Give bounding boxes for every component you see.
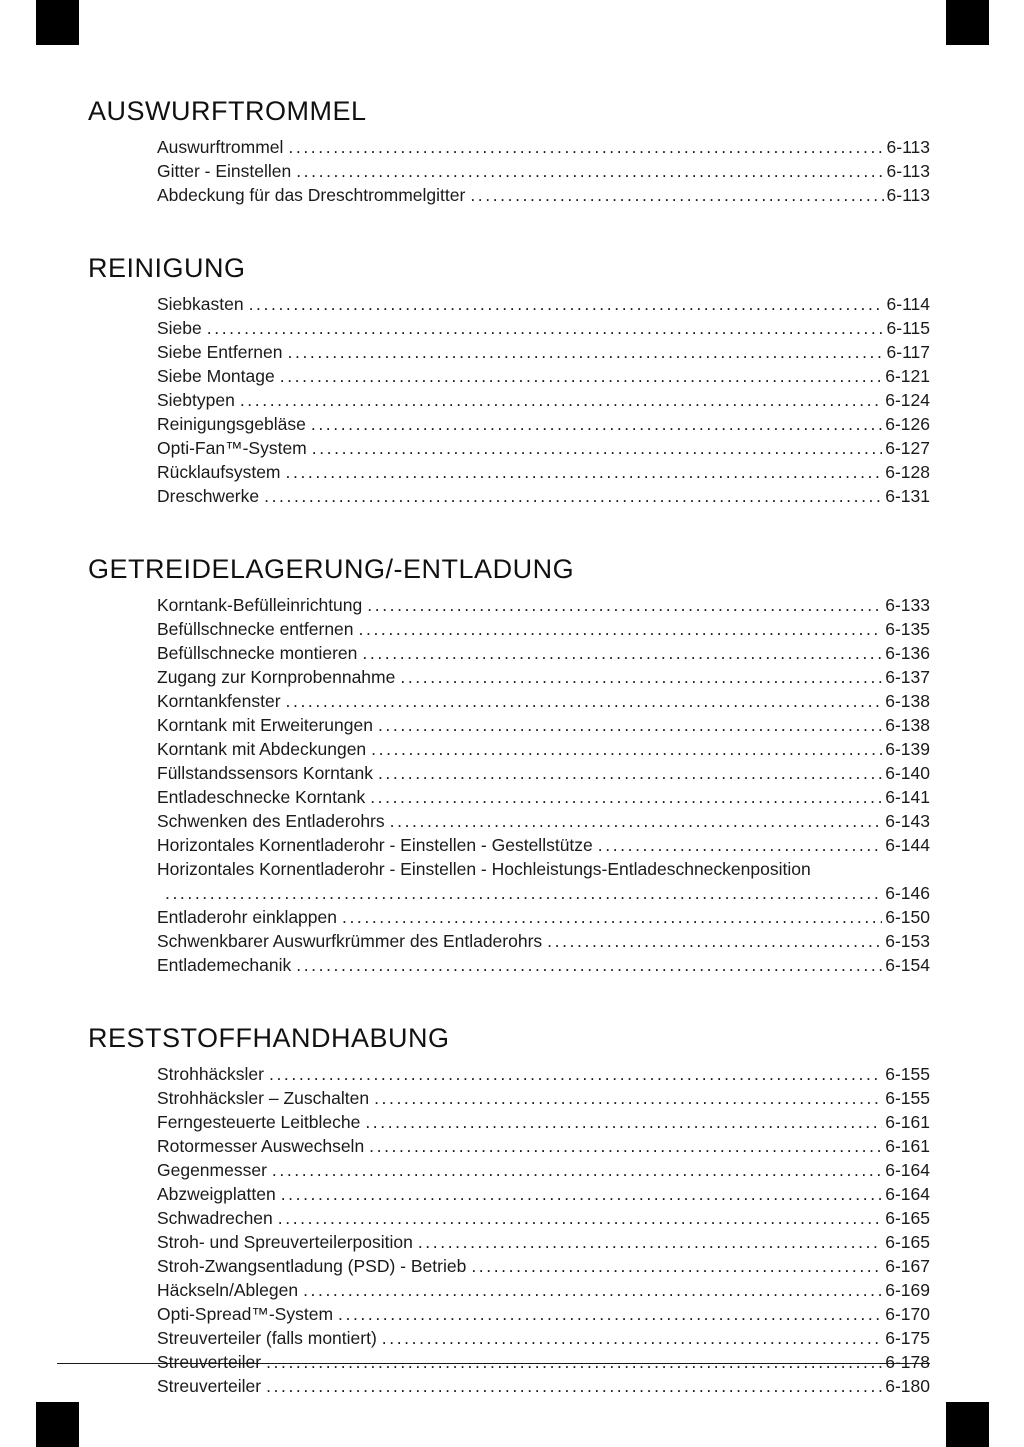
toc-entry	[157, 713, 930, 737]
entry-page-number: 6-127	[885, 438, 930, 458]
entry-label: Strohhäcksler	[157, 1064, 264, 1084]
dot-leader	[207, 316, 884, 340]
toc-entry	[157, 292, 930, 316]
entry-page-number: 6-113	[886, 137, 930, 157]
toc-entry	[157, 1206, 930, 1230]
entry-list	[88, 593, 930, 977]
dot-leader	[303, 1278, 882, 1302]
toc-section	[88, 96, 930, 207]
entry-label: Dreschwerke	[157, 486, 260, 506]
dot-leader	[598, 833, 882, 857]
entry-page-number: 6-138	[885, 691, 930, 711]
toc-entry	[157, 929, 930, 953]
dot-leader	[374, 1086, 882, 1110]
toc-entry	[157, 1158, 930, 1182]
toc-entry	[157, 857, 930, 881]
entry-page-number: 6-131	[885, 486, 930, 506]
dot-leader	[249, 292, 884, 316]
entry-label: Siebe Entfernen	[157, 342, 283, 362]
entry-page-number: 6-139	[885, 739, 930, 759]
toc-entry	[157, 1134, 930, 1158]
toc-entry	[157, 159, 930, 183]
entry-label: Befüllschnecke montieren	[157, 643, 358, 663]
toc-section	[88, 1023, 930, 1398]
toc-entry	[157, 1302, 930, 1326]
toc-entry	[157, 833, 930, 857]
entry-page-number: 6-161	[885, 1136, 930, 1156]
entry-list	[88, 292, 930, 508]
dot-leader	[471, 1254, 882, 1278]
dot-leader	[338, 1302, 882, 1326]
entry-label: Befüllschnecke entfernen	[157, 619, 354, 639]
entry-list	[88, 135, 930, 207]
entry-label: Rücklaufsystem	[157, 462, 281, 482]
entry-label: Korntankfenster	[157, 691, 281, 711]
entry-page-number: 6-137	[885, 667, 930, 687]
toc-entry	[157, 436, 930, 460]
entry-label: Korntank-Befülleinrichtung	[157, 595, 363, 615]
dot-leader	[266, 1350, 882, 1374]
toc-entry	[157, 316, 930, 340]
entry-label: Stroh- und Spreuverteilerposition	[157, 1232, 413, 1252]
toc-entry	[157, 412, 930, 436]
dot-leader	[296, 953, 882, 977]
entry-label: Häckseln/Ablegen	[157, 1280, 299, 1300]
entry-page-number: 6-167	[885, 1256, 930, 1276]
entry-page-number: 6-114	[886, 294, 930, 314]
dot-leader	[359, 617, 883, 641]
entry-label: Streuverteiler	[157, 1376, 262, 1396]
dot-leader	[264, 484, 882, 508]
binding-mark-top-left	[36, 0, 79, 45]
entry-list	[88, 1062, 930, 1398]
dot-leader	[266, 1374, 882, 1398]
dot-leader	[342, 905, 882, 929]
entry-label: Streuverteiler (falls montiert)	[157, 1328, 377, 1348]
entry-page-number: 6-121	[885, 366, 930, 386]
entry-page-number: 6-164	[885, 1184, 930, 1204]
toc	[88, 96, 930, 1444]
toc-entry	[157, 135, 930, 159]
section-title: REINIGUNG	[88, 253, 246, 283]
toc-entry	[157, 1230, 930, 1254]
toc-entry	[157, 761, 930, 785]
toc-section	[88, 554, 930, 977]
entry-label: Reinigungsgebläse	[157, 414, 306, 434]
dot-leader	[390, 809, 883, 833]
entry-label: Korntank mit Erweiterungen	[157, 715, 373, 735]
entry-page-number: 6-113	[886, 161, 930, 181]
entry-label: Siebkasten	[157, 294, 244, 314]
toc-entry	[157, 1326, 930, 1350]
entry-page-number: 6-146	[885, 883, 930, 903]
entry-label: Streuverteiler	[157, 1352, 262, 1372]
entry-label: Siebe Montage	[157, 366, 275, 386]
toc-entry	[157, 1374, 930, 1398]
dot-leader	[286, 460, 883, 484]
entry-label: Abdeckung für das Dreschtrommelgitter	[157, 185, 466, 205]
dot-leader	[371, 737, 882, 761]
dot-leader	[370, 785, 882, 809]
entry-label: Strohhäcksler – Zuschalten	[157, 1088, 370, 1108]
entry-page-number: 6-178	[885, 1352, 930, 1372]
entry-label: Schwenkbarer Auswurfkrümmer des Entladerohrs	[157, 931, 543, 951]
toc-entry	[157, 953, 930, 977]
dot-leader	[288, 340, 884, 364]
toc-entry	[157, 364, 930, 388]
dot-leader	[272, 1158, 882, 1182]
binding-mark-bottom-right	[946, 1402, 989, 1447]
entry-label: Siebe	[157, 318, 202, 338]
section-title: AUSWURFTROMMEL	[88, 96, 367, 126]
dot-leader	[367, 593, 882, 617]
entry-page-number: 6-155	[885, 1064, 930, 1084]
toc-entry	[157, 785, 930, 809]
entry-page-number: 6-117	[886, 342, 930, 362]
entry-page-number: 6-144	[885, 835, 930, 855]
dot-leader	[269, 1062, 882, 1086]
dot-leader	[281, 1182, 883, 1206]
dot-leader	[240, 388, 882, 412]
entry-page-number: 6-175	[885, 1328, 930, 1348]
binding-mark-bottom-left	[36, 1402, 79, 1447]
entry-label: Stroh-Zwangsentladung (PSD) - Betrieb	[157, 1256, 467, 1276]
entry-page-number: 6-124	[885, 390, 930, 410]
dot-leader	[296, 159, 883, 183]
toc-entry	[157, 665, 930, 689]
entry-label: Entladerohr einklappen	[157, 907, 337, 927]
entry-page-number: 6-155	[885, 1088, 930, 1108]
dot-leader	[400, 665, 882, 689]
entry-label: Entladeschnecke Korntank	[157, 787, 366, 807]
section-title: GETREIDELAGERUNG/-ENTLADUNG	[88, 554, 575, 584]
entry-page-number: 6-135	[885, 619, 930, 639]
entry-label: Auswurftrommel	[157, 137, 284, 157]
entry-label: Opti-Spread™-System	[157, 1304, 334, 1324]
toc-entry	[157, 689, 930, 713]
entry-page-number: 6-136	[885, 643, 930, 663]
dot-leader	[286, 689, 883, 713]
toc-entry	[157, 809, 930, 833]
entry-page-number: 6-161	[885, 1112, 930, 1132]
toc-entry	[157, 1062, 930, 1086]
dot-leader	[470, 183, 883, 207]
toc-entry	[157, 460, 930, 484]
dot-leader	[378, 761, 882, 785]
entry-label: Abzweigplatten	[157, 1184, 276, 1204]
entry-page-number: 6-138	[885, 715, 930, 735]
entry-page-number: 6-170	[885, 1304, 930, 1324]
entry-page-number: 6-141	[885, 787, 930, 807]
entry-page-number: 6-154	[885, 955, 930, 975]
dot-leader	[280, 364, 883, 388]
toc-entry	[157, 1182, 930, 1206]
entry-label: Ferngesteuerte Leitbleche	[157, 1112, 361, 1132]
toc-entry	[157, 1254, 930, 1278]
entry-page-number: 6-140	[885, 763, 930, 783]
entry-page-number: 6-115	[886, 318, 930, 338]
binding-mark-top-right	[946, 0, 989, 45]
entry-page-number: 6-150	[885, 907, 930, 927]
toc-entry	[157, 388, 930, 412]
dot-leader	[547, 929, 882, 953]
entry-page-number: 6-113	[886, 185, 930, 205]
entry-label: Zugang zur Kornprobennahme	[157, 667, 396, 687]
dot-leader	[378, 713, 882, 737]
dot-leader	[288, 135, 883, 159]
entry-label: Siebtypen	[157, 390, 235, 410]
toc-entry	[157, 641, 930, 665]
entry-label: Schwenken des Entladerohrs	[157, 811, 385, 831]
toc-entry	[157, 1350, 930, 1374]
dot-leader	[365, 1110, 882, 1134]
entry-label: Gitter - Einstellen	[157, 161, 292, 181]
entry-page-number: 6-133	[885, 595, 930, 615]
entry-page-number: 6-165	[885, 1232, 930, 1252]
dot-leader	[418, 1230, 882, 1254]
entry-page-number: 6-143	[885, 811, 930, 831]
dot-leader	[278, 1206, 882, 1230]
entry-label: Horizontales Kornentladerohr - Einstellen - Gestellstütze	[157, 835, 593, 855]
toc-entry	[157, 737, 930, 761]
section-title: RESTSTOFFHANDHABUNG	[88, 1023, 450, 1053]
toc-entry	[157, 905, 930, 929]
toc-entry	[157, 340, 930, 364]
dot-leader	[362, 641, 882, 665]
entry-page-number: 6-180	[885, 1376, 930, 1396]
entry-label: Rotormesser Auswechseln	[157, 1136, 365, 1156]
toc-entry	[157, 1110, 930, 1134]
entry-label: Korntank mit Abdeckungen	[157, 739, 367, 759]
dot-leader	[369, 1134, 882, 1158]
dot-leader	[312, 436, 882, 460]
entry-label: Gegenmesser	[157, 1160, 267, 1180]
entry-page-number: 6-126	[885, 414, 930, 434]
entry-label: Entlademechanik	[157, 955, 292, 975]
toc-entry	[157, 593, 930, 617]
toc-entry	[157, 617, 930, 641]
entry-page-number: 6-165	[885, 1208, 930, 1228]
toc-entry	[157, 1086, 930, 1110]
dot-leader	[382, 1326, 882, 1350]
toc-section	[88, 253, 930, 508]
entry-label: Opti-Fan™-System	[157, 438, 307, 458]
entry-page-number: 6-128	[885, 462, 930, 482]
dot-leader	[311, 412, 882, 436]
entry-label: Schwadrechen	[157, 1208, 273, 1228]
entry-page-number: 6-153	[885, 931, 930, 951]
entry-page-number: 6-169	[885, 1280, 930, 1300]
dot-leader	[165, 881, 882, 905]
entry-label: Füllstandssensors Korntank	[157, 763, 373, 783]
entry-page-number: 6-164	[885, 1160, 930, 1180]
footer-rule	[57, 1363, 930, 1364]
entry-label: Horizontales Kornentladerohr - Einstellen - Hochleistungs-Entladeschneckenposition	[157, 859, 811, 879]
toc-entry-continuation	[157, 881, 930, 905]
toc-entry	[157, 1278, 930, 1302]
toc-entry	[157, 484, 930, 508]
toc-entry	[157, 183, 930, 207]
